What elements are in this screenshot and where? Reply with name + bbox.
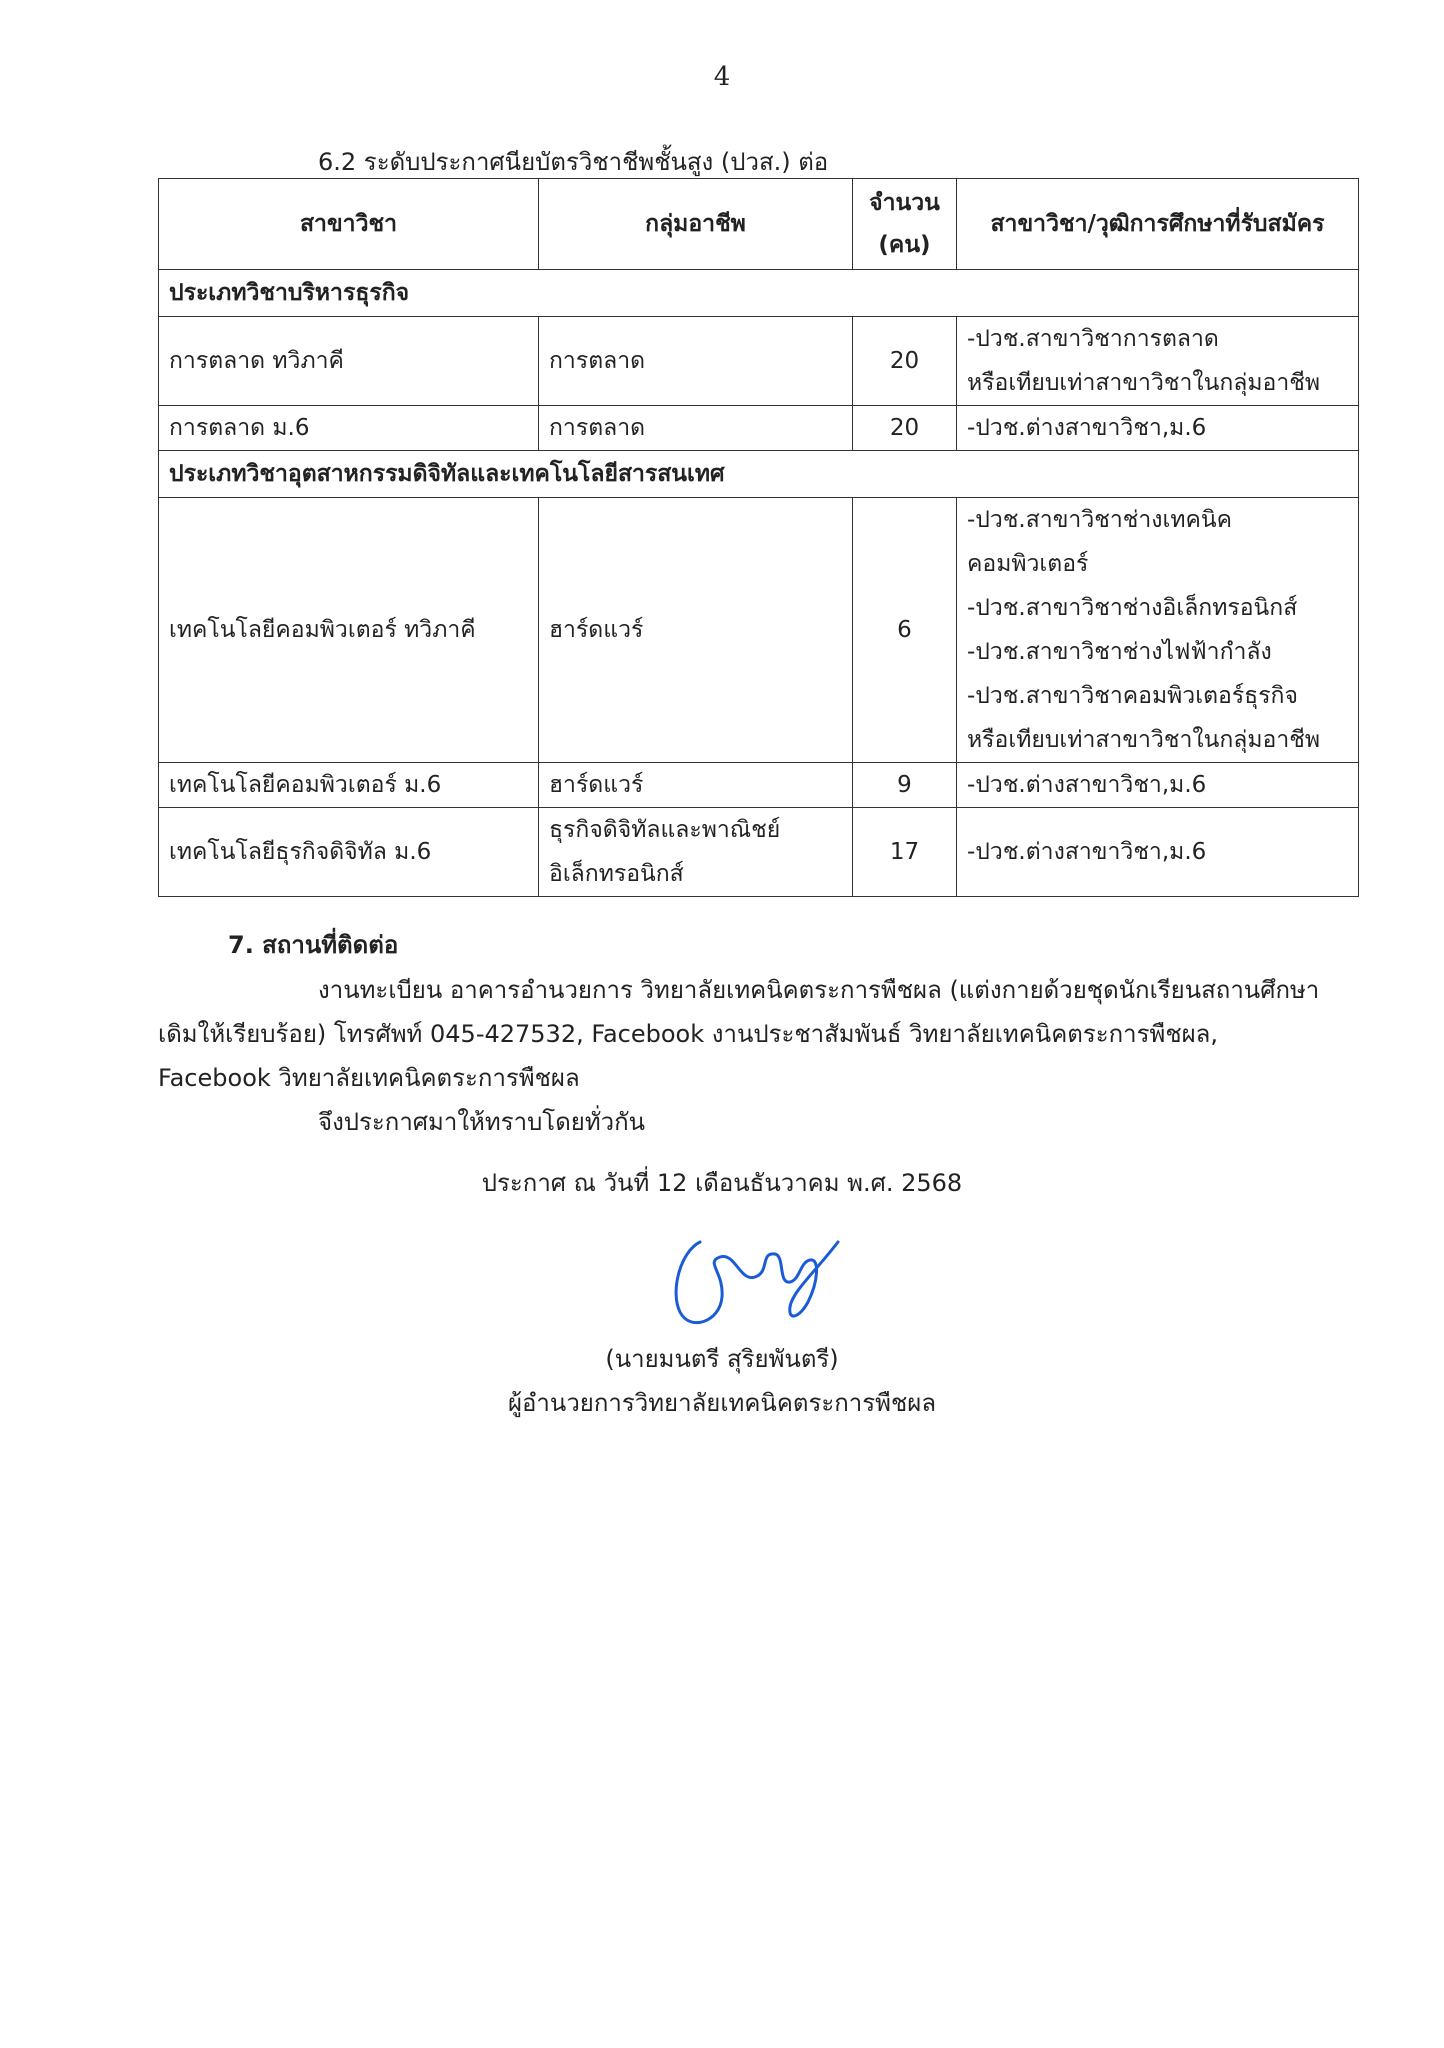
category-row	[159, 451, 1359, 498]
cell-accepted: -ปวช.ต่างสาขาวิชา,ม.6	[957, 763, 1359, 808]
cell-group: ฮาร์ดแวร์	[539, 763, 853, 808]
category-label: ประเภทวิชาบริหารธุรกิจ	[159, 270, 1359, 317]
accepted-line: หรือเทียบเท่าสาขาวิชาในกลุ่มอาชีพ	[967, 727, 1321, 753]
header-occupation-group: กลุ่มอาชีพ	[539, 179, 853, 270]
header-count	[853, 179, 957, 270]
cell-accepted: -ปวช.ต่างสาขาวิชา,ม.6	[957, 406, 1359, 451]
cell-major: เทคโนโลยีคอมพิวเตอร์ ทวิภาคี	[159, 498, 539, 763]
signer-position: ผู้อำนวยการวิทยาลัยเทคนิคตระการพืชผล	[507, 1389, 937, 1417]
cell-major: การตลาด ทวิภาคี	[159, 317, 539, 406]
announcement-line: จึงประกาศมาให้ทราบโดยทั่วกัน	[318, 1108, 646, 1136]
header-major: สาขาวิชา	[159, 179, 539, 270]
cell-major: เทคโนโลยีคอมพิวเตอร์ ม.6	[159, 763, 539, 808]
cell-major: การตลาด ม.6	[159, 406, 539, 451]
cell-count: 17	[853, 808, 957, 897]
cell-count: 9	[853, 763, 957, 808]
page-number: 4	[713, 62, 731, 92]
cell-accepted: -ปวช.ต่างสาขาวิชา,ม.6	[957, 808, 1359, 897]
signer-name: (นายมนตรี สุริยพันตรี)	[605, 1345, 839, 1373]
category-label: ประเภทวิชาอุตสาหกรรมดิจิทัลและเทคโนโลยีสารสนเทศ	[159, 451, 1359, 498]
accepted-line: หรือเทียบเท่าสาขาวิชาในกลุ่มอาชีพ	[967, 370, 1321, 396]
contact-line-1: งานทะเบียน อาคารอำนวยการ วิทยาลัยเทคนิคตระการพืชผล (แต่งกายด้วยชุดนักเรียนสถานศึกษา	[318, 976, 1320, 1004]
cell-count: 20	[853, 317, 957, 406]
cell-major: เทคโนโลยีธุรกิจดิจิทัล ม.6	[159, 808, 539, 897]
group-line: อิเล็กทรอนิกส์	[549, 861, 684, 887]
group-line: ธุรกิจดิจิทัลและพาณิชย์	[549, 817, 781, 843]
cell-group	[539, 808, 853, 897]
contact-heading: 7. สถานที่ติดต่อ	[228, 931, 399, 959]
table-row	[159, 317, 1359, 406]
cell-count: 6	[853, 498, 957, 763]
cell-accepted	[957, 498, 1359, 763]
contact-line-2: เดิมให้เรียบร้อย) โทรศัพท์ 045-427532, Facebook งานประชาสัมพันธ์ วิทยาลัยเทคนิคตระการพืชผล,	[158, 1020, 1219, 1048]
accepted-line: -ปวช.สาขาวิชาคอมพิวเตอร์ธุรกิจ	[967, 683, 1298, 709]
contact-line-3: Facebook วิทยาลัยเทคนิคตระการพืชผล	[158, 1064, 580, 1092]
table-header-row	[159, 179, 1359, 270]
table-row	[159, 808, 1359, 897]
section-title: 6.2 ระดับประกาศนียบัตรวิชาชีพชั้นสูง (ปวส.) ต่อ	[318, 148, 829, 176]
cell-accepted	[957, 317, 1359, 406]
quota-table	[158, 178, 1359, 897]
accepted-line: -ปวช.สาขาวิชาช่างอิเล็กทรอนิกส์	[967, 595, 1298, 621]
table-row	[159, 498, 1359, 763]
accepted-line: คอมพิวเตอร์	[967, 551, 1089, 577]
accepted-line: -ปวช.สาขาวิชาช่างไฟฟ้ากำลัง	[967, 639, 1272, 665]
cell-group: การตลาด	[539, 406, 853, 451]
table-row	[159, 406, 1359, 451]
accepted-line: -ปวช.สาขาวิชาช่างเทคนิค	[967, 507, 1233, 533]
accepted-line: -ปวช.สาขาวิชาการตลาด	[967, 326, 1219, 352]
cell-group: การตลาด	[539, 317, 853, 406]
category-row	[159, 270, 1359, 317]
table-row	[159, 763, 1359, 808]
signature-stroke	[676, 1242, 838, 1323]
header-count-line1: จำนวน	[869, 190, 940, 216]
cell-group: ฮาร์ดแวร์	[539, 498, 853, 763]
signature-image	[660, 1212, 840, 1342]
header-count-line2: (คน)	[878, 232, 931, 258]
announcement-date: ประกาศ ณ วันที่ 12 เดือนธันวาคม พ.ศ. 2568	[481, 1169, 963, 1197]
header-accepted: สาขาวิชา/วุฒิการศึกษาที่รับสมัคร	[957, 179, 1359, 270]
cell-count: 20	[853, 406, 957, 451]
